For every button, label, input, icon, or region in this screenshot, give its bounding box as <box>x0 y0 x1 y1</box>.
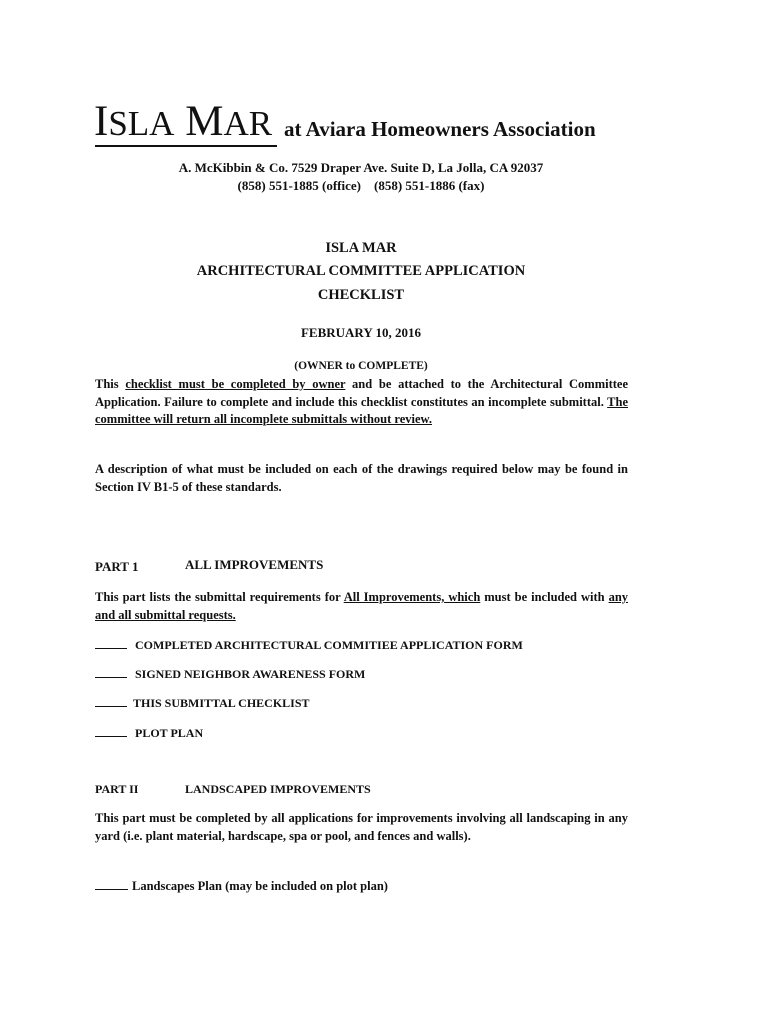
owner-note: (OWNER to COMPLETE) <box>294 360 428 372</box>
checklist-item <box>95 726 203 741</box>
part1-description <box>95 589 628 624</box>
checkbox-blank-line[interactable] <box>95 638 127 649</box>
title-line-2: ARCHITECTURAL COMMITTEE APPLICATION <box>196 263 526 279</box>
description-paragraph: A description of what must be included on each of the drawings required below may be found in Section IV B1-5 of these standards. <box>95 462 628 494</box>
logo-wordmark <box>94 100 272 143</box>
document-date: FEBRUARY 10, 2016 <box>300 325 422 340</box>
intro-underlined-return: The committee will return all incomplete submittals without review. <box>95 394 628 426</box>
phone-line: (858) 551-1885 (office) (858) 551-1886 (fax) <box>237 178 485 193</box>
part2-number: PART II <box>95 782 139 796</box>
checklist-item-label: PLOT PLAN <box>135 726 204 740</box>
checklist-item-label: Landscapes Plan (may be included on plot plan) <box>132 879 388 893</box>
checkbox-blank-line[interactable] <box>95 696 127 707</box>
association-name: at Aviara Homeowners Association <box>284 117 596 141</box>
logo-initial-m: M <box>185 98 224 145</box>
checkbox-blank-line[interactable] <box>95 726 127 737</box>
checklist-item-label: SIGNED NEIGHBOR AWARENESS FORM <box>135 667 366 681</box>
checklist-item <box>95 879 388 894</box>
part1-desc-underlined-1: All Improvements, which <box>343 590 481 604</box>
intro-paragraph <box>95 376 628 429</box>
checklist-item <box>95 667 365 682</box>
part1-desc-a: This part lists the submittal requirements for <box>95 590 344 604</box>
checklist-item <box>95 638 523 653</box>
intro-text-b: and be attached to the Architectural Committee Application. Failure to complete and include this checklist constitutes an incomplete submittal. <box>95 377 629 409</box>
logo-initial-i: I <box>94 98 109 145</box>
part1-desc-b: must be included with <box>480 590 609 604</box>
checklist-item <box>95 696 310 711</box>
logo-underline <box>95 145 277 147</box>
part1-number: PART 1 <box>95 559 139 574</box>
intro-underlined-owner: checklist must be completed by owner <box>125 377 346 391</box>
part2-description: This part must be completed by all applications for improvements involving all landscaping in any yard (i.e. plant material, hardscape, spa or pool, and fences and walls). <box>95 811 628 843</box>
logo-rest-sla: SLA <box>108 104 175 143</box>
part1-desc-underlined-2: any and all submittal requests. <box>95 590 629 622</box>
part1-title: ALL IMPROVEMENTS <box>185 557 324 572</box>
checkbox-blank-line[interactable] <box>95 879 128 890</box>
title-line-3: CHECKLIST <box>317 287 405 303</box>
part2-title: LANDSCAPED IMPROVEMENTS <box>185 782 371 796</box>
title-line-1: ISLA MAR <box>325 240 397 256</box>
checklist-item-label: THIS SUBMITTAL CHECKLIST <box>133 696 310 710</box>
checkbox-blank-line[interactable] <box>95 667 127 678</box>
intro-text-a: This <box>95 377 126 391</box>
address-line: A. McKibbin & Co. 7529 Draper Ave. Suite D, La Jolla, CA 92037 <box>178 160 544 175</box>
logo-rest-ar: AR <box>223 104 273 143</box>
checklist-item-label: COMPLETED ARCHITECTURAL COMMITIEE APPLICATION FORM <box>135 638 523 652</box>
